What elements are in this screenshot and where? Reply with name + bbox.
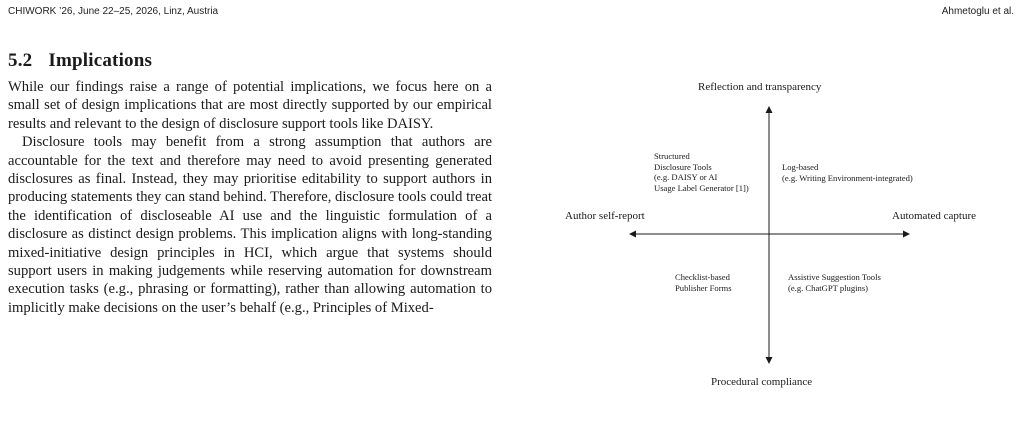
- quadrant-bottom-left-label: Checklist-based Publisher Forms: [675, 272, 732, 293]
- paragraph-1: While our findings raise a range of potential implications, we focus here on a small set of design implications that are most directly supported by our empirical results and relevant to the design of disclosure support tools like DAISY.: [8, 79, 492, 132]
- quadrant-figure: [560, 75, 1000, 395]
- paragraph-2: Disclosure tools may benefit from a strong assumption that authors are accountable for the text and therefore may need to avoid presenting generated disclosures as final. Instead, they may prioritise editability to support authors in producing statements they can stand behind. Therefore, disclosure tools could treat the identification of discloseable AI use and the linguistic formulation of a disclosure as distinct design problems. This implication aligns with long-standing mixed-initiative design principles in HCI, which argue that systems should support users in making judgements while reserving automation for downstream execution tasks (e.g., phrasing or formatting), rather than allowing automation to implicitly make decisions on the user’s behalf (e.g., Principles of Mixed-: [8, 134, 492, 316]
- axis-label-left: Author self-report: [565, 210, 645, 222]
- quadrant-bottom-right-label: Assistive Suggestion Tools (e.g. ChatGPT plugins): [788, 272, 881, 293]
- section-heading: [8, 50, 152, 72]
- body-text: [8, 78, 492, 317]
- quadrant-axes: [560, 75, 1000, 395]
- section-number: 5.2: [8, 50, 33, 71]
- axis-label-right: Automated capture: [892, 210, 976, 222]
- running-head-venue: CHIWORK ’26, June 22–25, 2026, Linz, Austria: [8, 6, 219, 17]
- quadrant-top-left-label: Structured Disclosure Tools (e.g. DAISY or AI Usage Label Generator [1]): [654, 151, 749, 193]
- quadrant-top-right-label: Log-based (e.g. Writing Environment-integrated): [782, 162, 913, 183]
- axis-label-top: Reflection and transparency: [698, 81, 822, 93]
- running-head-authors: Ahmetoglu et al.: [941, 6, 1014, 17]
- running-head: [8, 6, 1014, 22]
- section-title: Implications: [48, 50, 153, 71]
- axis-label-bottom: Procedural compliance: [711, 376, 813, 388]
